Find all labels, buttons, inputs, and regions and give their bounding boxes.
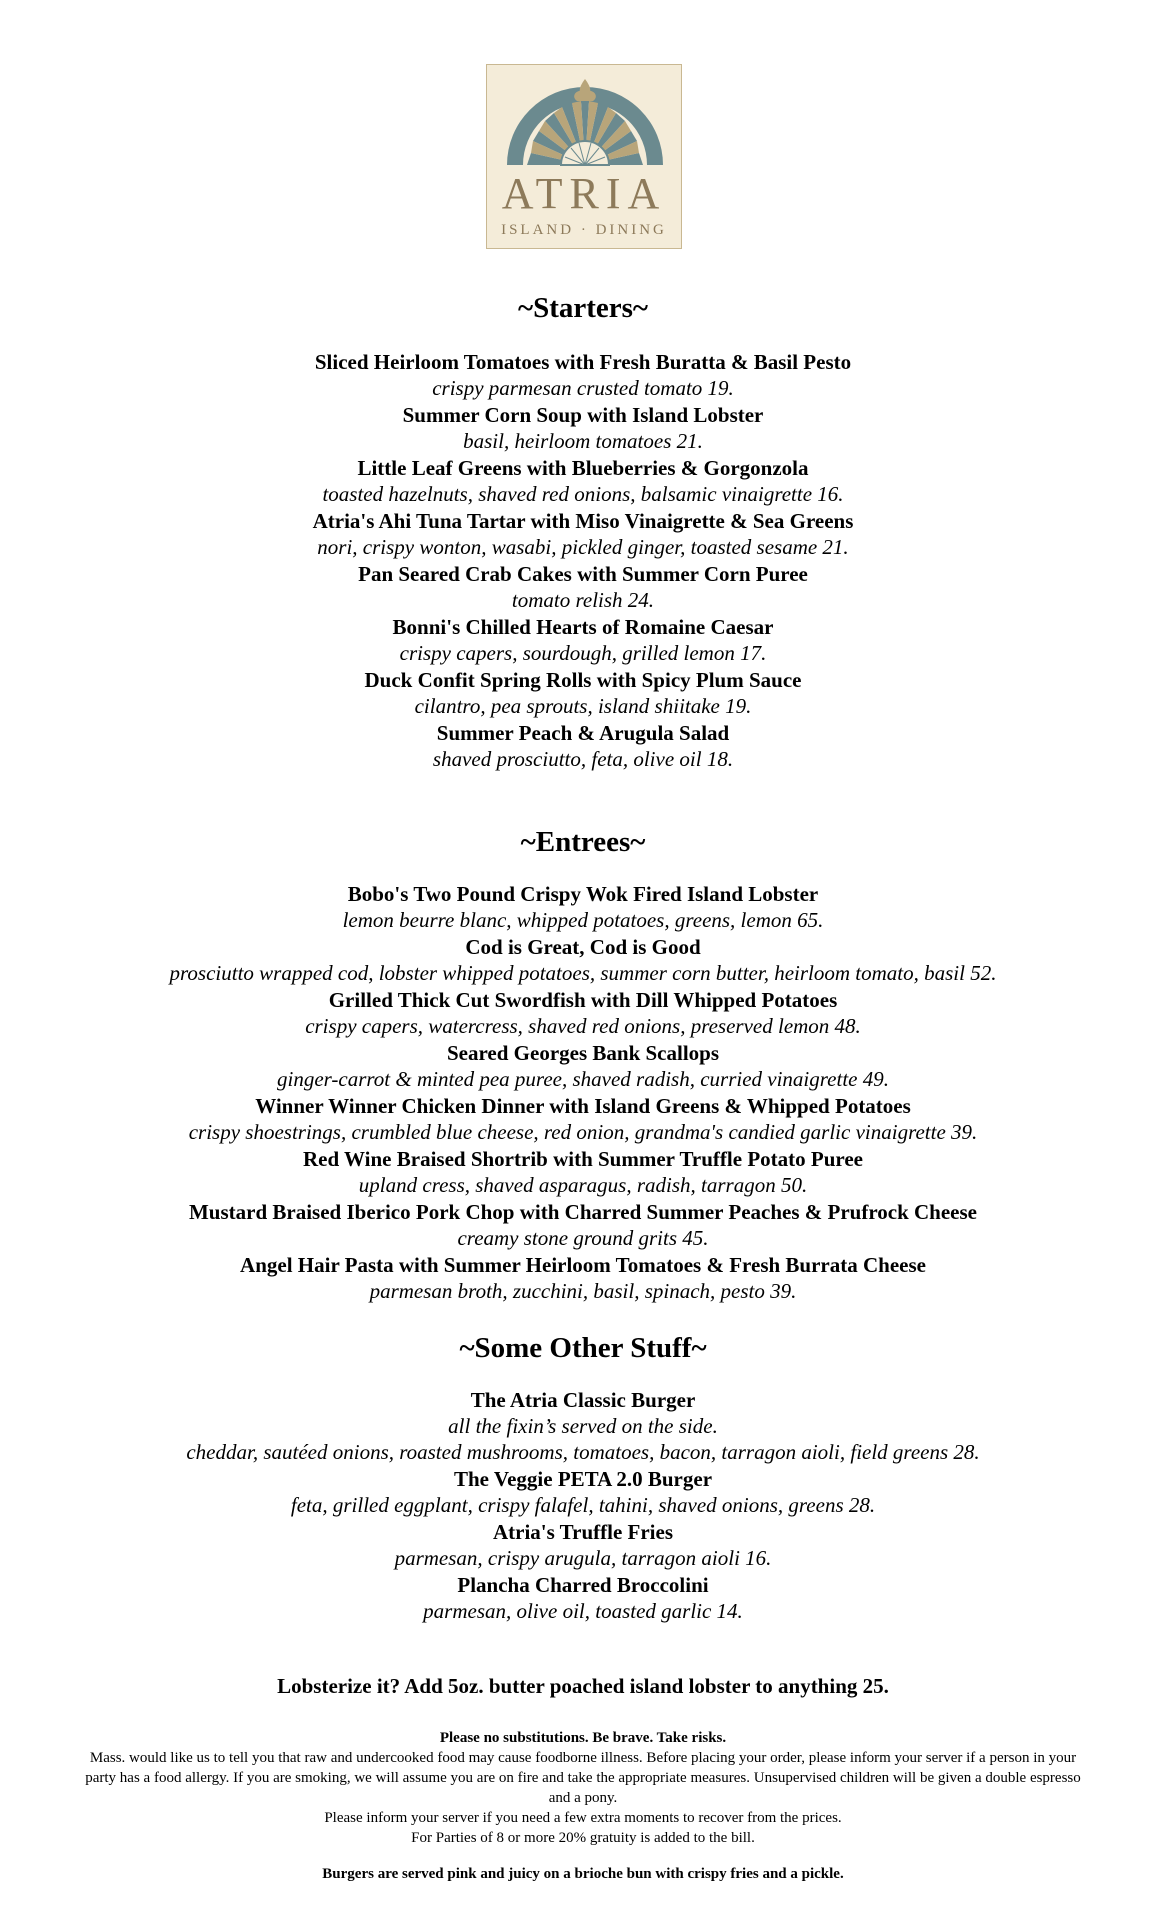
item-name: Atria's Truffle Fries [492, 1520, 673, 1544]
item-name: Winner Winner Chicken Dinner with Island Greens & Whipped Potatoes [255, 1094, 911, 1118]
item-name: Little Leaf Greens with Blueberries & Gorgonzola [357, 456, 809, 480]
logo-wordmark: ATRIA [501, 169, 667, 218]
item-desc: upland cress, shaved asparagus, radish, tarragon 50. [358, 1173, 808, 1197]
item-desc: cilantro, pea sprouts, island shiitake 19. [414, 694, 752, 718]
other-heading: ~Some Other Stuff~ [459, 1332, 707, 1364]
item-desc: lemon beurre blanc, whipped potatoes, greens, lemon 65. [342, 908, 824, 932]
item-name: The Atria Classic Burger [470, 1388, 696, 1412]
item-name: Atria's Ahi Tuna Tartar with Miso Vinaigrette & Sea Greens [312, 509, 854, 533]
item-name: The Veggie PETA 2.0 Burger [453, 1467, 713, 1491]
item-desc: shaved prosciutto, feta, olive oil 18. [432, 747, 734, 771]
item-desc: all the fixin’s served on the side. [448, 1414, 718, 1438]
item-name: Angel Hair Pasta with Summer Heirloom Tomatoes & Fresh Burrata Cheese [240, 1253, 926, 1277]
lobster-addon-note: Lobsterize it? Add 5oz. butter poached island lobster to anything 25. [277, 1674, 889, 1698]
item-desc: crispy shoestrings, crumbled blue cheese, red onion, grandma's candied garlic vinaigrette 39. [188, 1120, 978, 1144]
item-name: Mustard Braised Iberico Pork Chop with Charred Summer Peaches & Prufrock Cheese [188, 1200, 977, 1224]
item-desc: parmesan broth, zucchini, basil, spinach, pesto 39. [369, 1279, 797, 1303]
gratuity-note: For Parties of 8 or more 20% gratuity is added to the bill. [411, 1830, 755, 1846]
item-name: Sliced Heirloom Tomatoes with Fresh Buratta & Basil Pesto [314, 350, 852, 374]
menu-item [0, 1146, 1166, 1198]
item-desc: cheddar, sautéed onions, roasted mushrooms, tomatoes, bacon, tarragon aioli, field greens 28. [186, 1440, 980, 1464]
item-desc: nori, crispy wonton, wasabi, pickled ginger, toasted sesame 21. [317, 535, 849, 559]
item-name: Pan Seared Crab Cakes with Summer Corn Puree [358, 562, 808, 586]
item-name: Duck Confit Spring Rolls with Spicy Plum Sauce [364, 668, 802, 692]
item-desc: parmesan, crispy arugula, tarragon aioli 16. [394, 1546, 772, 1570]
menu-item [0, 881, 1166, 933]
menu-item [0, 508, 1166, 560]
item-desc: creamy stone ground grits 45. [457, 1226, 709, 1250]
item-name: Grilled Thick Cut Swordfish with Dill Whipped Potatoes [328, 988, 838, 1012]
item-desc: crispy capers, sourdough, grilled lemon 17. [399, 641, 767, 665]
logo-tagline: ISLAND · DINING [501, 222, 667, 238]
burgers-note: Burgers are served pink and juicy on a brioche bun with crispy fries and a pickle. [322, 1866, 844, 1882]
menu-item [0, 720, 1166, 772]
item-desc: toasted hazelnuts, shaved red onions, balsamic vinaigrette 16. [322, 482, 844, 506]
item-name: Plancha Charred Broccolini [457, 1573, 709, 1597]
menu-item [0, 934, 1166, 986]
menu-item [0, 1040, 1166, 1092]
item-desc: feta, grilled eggplant, crispy falafel, tahini, shaved onions, greens 28. [290, 1493, 876, 1517]
menu-item [0, 349, 1166, 401]
menu-item [0, 561, 1166, 613]
menu-item [0, 1199, 1166, 1251]
menu-item [0, 614, 1166, 666]
menu-item [0, 987, 1166, 1039]
item-desc: basil, heirloom tomatoes 21. [463, 429, 703, 453]
menu-item [0, 1466, 1166, 1518]
item-name: Seared Georges Bank Scallops [446, 1041, 720, 1065]
menu-item [0, 455, 1166, 507]
health-disclaimer: Mass. would like us to tell you that raw and undercooked food may cause foodborne illness. Before placing your order, please inform your server if a person in your party has a food allergy. If you are smoking, we will assume you are on fire and take the appropriate measures. Unsupervised children will be given a double espresso and a pony. [85, 1750, 1081, 1806]
prices-note: Please inform your server if you need a few extra moments to recover from the prices. [324, 1810, 842, 1826]
menu-item [0, 1572, 1166, 1624]
item-name: Bobo's Two Pound Crispy Wok Fired Island Lobster [347, 882, 819, 906]
fine-print [80, 1728, 1086, 1848]
item-name: Cod is Great, Cod is Good [465, 935, 701, 959]
menu-item [0, 1093, 1166, 1145]
substitutions-note: Please no substitutions. Be brave. Take risks. [439, 1730, 727, 1746]
item-desc: crispy capers, watercress, shaved red onions, preserved lemon 48. [305, 1014, 861, 1038]
menu-item [0, 1387, 1166, 1465]
entrees-heading: ~Entrees~ [520, 826, 646, 858]
menu-item [0, 667, 1166, 719]
item-desc: prosciutto wrapped cod, lobster whipped potatoes, summer corn butter, heirloom tomato, basil 52. [169, 961, 997, 985]
item-name: Summer Corn Soup with Island Lobster [402, 403, 764, 427]
starters-heading: ~Starters~ [517, 292, 648, 324]
item-desc: ginger-carrot & minted pea puree, shaved radish, curried vinaigrette 49. [277, 1067, 889, 1091]
item-desc: crispy parmesan crusted tomato 19. [432, 376, 734, 400]
item-desc: tomato relish 24. [511, 588, 655, 612]
item-name: Summer Peach & Arugula Salad [436, 721, 730, 745]
atria-logo [486, 64, 682, 249]
menu-item [0, 402, 1166, 454]
menu-item [0, 1519, 1166, 1571]
item-name: Red Wine Braised Shortrib with Summer Truffle Potato Puree [303, 1147, 863, 1171]
item-name: Bonni's Chilled Hearts of Romaine Caesar [392, 615, 774, 639]
menu-item [0, 1252, 1166, 1304]
item-desc: parmesan, olive oil, toasted garlic 14. [423, 1599, 743, 1623]
